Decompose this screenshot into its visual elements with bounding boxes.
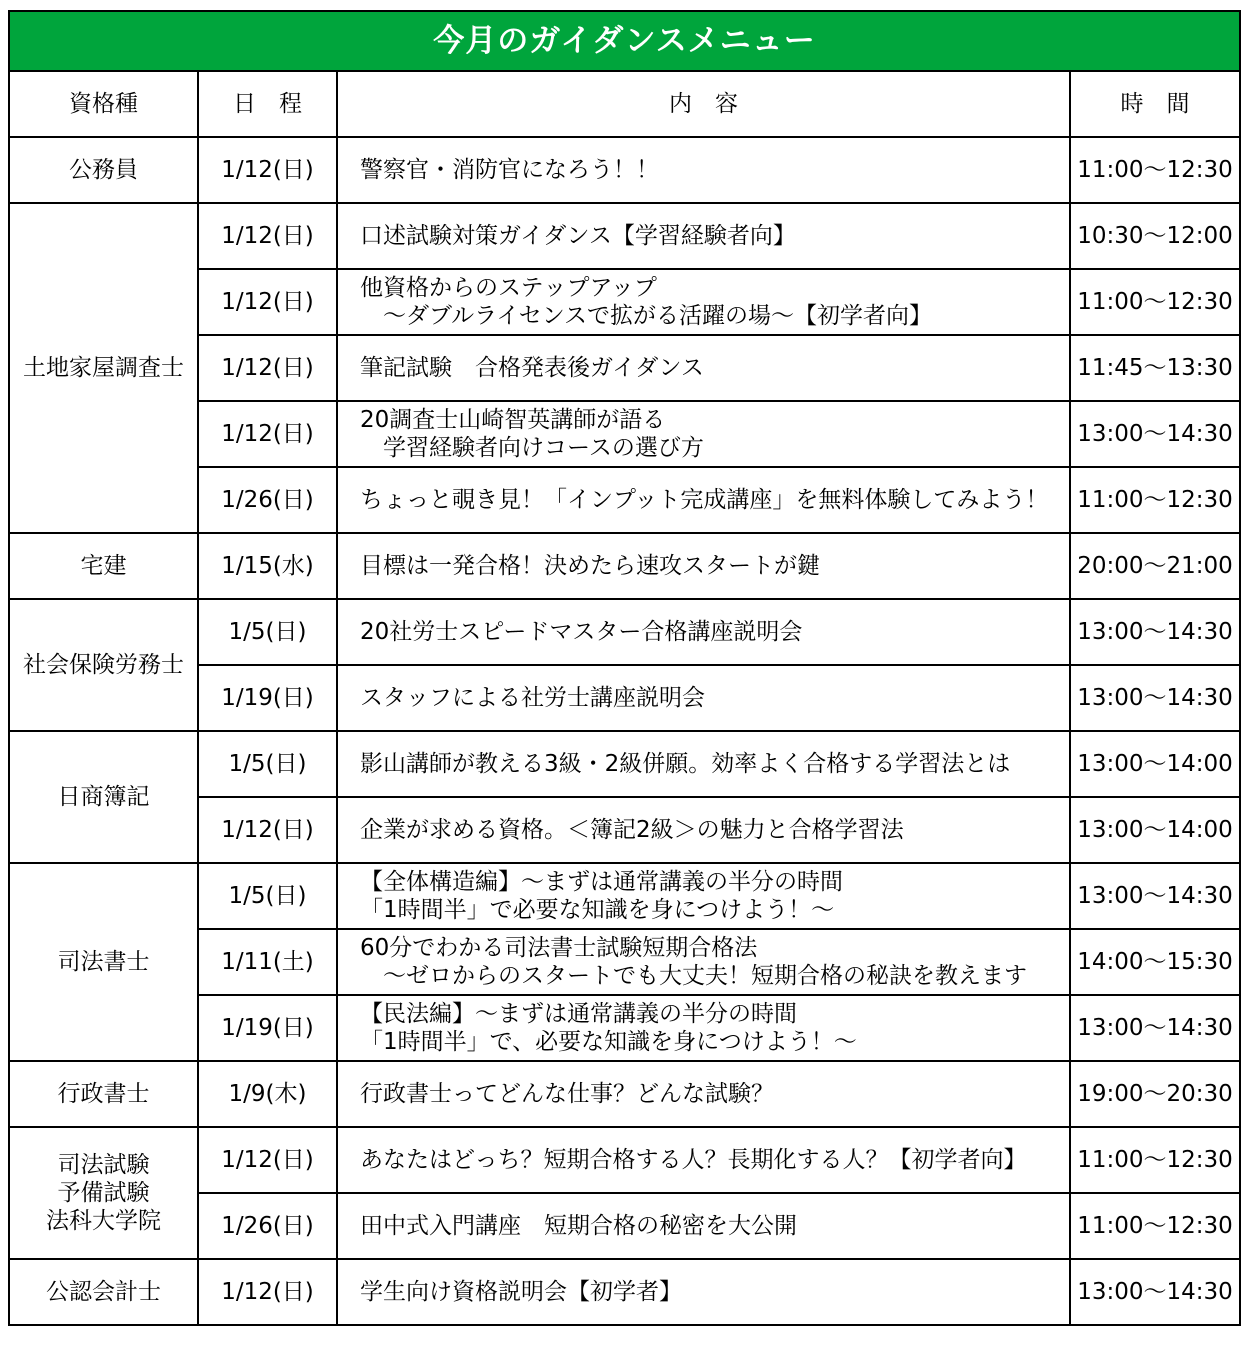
content-cell: 60分でわかる司法書士試験短期合格法 〜ゼロからのスタートでも大丈夫！短期合格の秘訣を教えます bbox=[337, 929, 1070, 995]
time-cell: 11:00〜12:30 bbox=[1070, 1193, 1240, 1259]
content-cell: 筆記試験 合格発表後ガイダンス bbox=[337, 335, 1070, 401]
category-cell bbox=[9, 731, 198, 863]
content-cell: 20調査士山崎智英講師が語る 学習経験者向けコースの選び方 bbox=[337, 401, 1070, 467]
category-cell bbox=[9, 863, 198, 1061]
date-cell: 1/15(水) bbox=[198, 533, 337, 599]
category-cell bbox=[9, 1259, 198, 1325]
date-cell: 1/12(日) bbox=[198, 401, 337, 467]
category-label: 行政書士 bbox=[57, 1081, 150, 1107]
time-cell: 19:00〜20:30 bbox=[1070, 1061, 1240, 1127]
date-cell: 1/12(日) bbox=[198, 269, 337, 335]
time-cell: 13:00〜14:00 bbox=[1070, 731, 1240, 797]
content-cell: 学生向け資格説明会【初学者】 bbox=[337, 1259, 1070, 1325]
date-cell: 1/19(日) bbox=[198, 665, 337, 731]
header-category: 資格種 bbox=[9, 71, 198, 137]
time-cell: 20:00〜21:00 bbox=[1070, 533, 1240, 599]
content-cell: 影山講師が教える3級・2級併願。効率よく合格する学習法とは bbox=[337, 731, 1070, 797]
content-cell: あなたはどっち？短期合格する人？長期化する人？【初学者向】 bbox=[337, 1127, 1070, 1193]
date-cell: 1/12(日) bbox=[198, 335, 337, 401]
table-title: 今月のガイダンスメニュー bbox=[9, 11, 1240, 71]
time-cell: 13:00〜14:00 bbox=[1070, 797, 1240, 863]
content-cell: 警察官・消防官になろう！！ bbox=[337, 137, 1070, 203]
category-label: 司法書士 bbox=[57, 949, 150, 975]
table-row bbox=[9, 1127, 1240, 1193]
date-cell: 1/5(日) bbox=[198, 863, 337, 929]
table-row bbox=[9, 863, 1240, 929]
category-label: 公務員 bbox=[69, 157, 138, 183]
time-cell: 13:00〜14:30 bbox=[1070, 401, 1240, 467]
time-cell: 11:45〜13:30 bbox=[1070, 335, 1240, 401]
category-label: 宅建 bbox=[80, 553, 127, 579]
time-cell: 13:00〜14:30 bbox=[1070, 863, 1240, 929]
date-cell: 1/5(日) bbox=[198, 599, 337, 665]
date-cell: 1/12(日) bbox=[198, 203, 337, 269]
time-cell: 13:00〜14:30 bbox=[1070, 995, 1240, 1061]
time-cell: 10:30〜12:00 bbox=[1070, 203, 1240, 269]
time-cell: 11:00〜12:30 bbox=[1070, 1127, 1240, 1193]
content-cell: 口述試験対策ガイダンス【学習経験者向】 bbox=[337, 203, 1070, 269]
date-cell: 1/5(日) bbox=[198, 731, 337, 797]
title-row bbox=[9, 11, 1240, 71]
content-cell: 【全体構造編】〜まずは通常講義の半分の時間 「1時間半」で必要な知識を身につけよう！〜 bbox=[337, 863, 1070, 929]
date-cell: 1/12(日) bbox=[198, 1127, 337, 1193]
category-cell bbox=[9, 1127, 198, 1259]
date-cell: 1/12(日) bbox=[198, 137, 337, 203]
content-cell: 20社労士スピードマスター合格講座説明会 bbox=[337, 599, 1070, 665]
category-label: 司法試験 予備試験 法科大学院 bbox=[46, 1152, 161, 1234]
header-content: 内 容 bbox=[337, 71, 1070, 137]
time-cell: 11:00〜12:30 bbox=[1070, 269, 1240, 335]
table-row bbox=[9, 203, 1240, 269]
table-row bbox=[9, 1259, 1240, 1325]
header-time: 時 間 bbox=[1070, 71, 1240, 137]
guidance-menu-table bbox=[8, 10, 1241, 1326]
content-cell: 他資格からのステップアップ 〜ダブルライセンスで拡がる活躍の場〜【初学者向】 bbox=[337, 269, 1070, 335]
content-cell: 目標は一発合格！決めたら速攻スタートが鍵 bbox=[337, 533, 1070, 599]
content-cell: 【民法編】〜まずは通常講義の半分の時間 「1時間半」で、必要な知識を身につけよう！〜 bbox=[337, 995, 1070, 1061]
time-cell: 14:00〜15:30 bbox=[1070, 929, 1240, 995]
time-cell: 11:00〜12:30 bbox=[1070, 467, 1240, 533]
category-label: 土地家屋調査士 bbox=[23, 355, 184, 381]
category-cell bbox=[9, 137, 198, 203]
header-row bbox=[9, 71, 1240, 137]
table-row bbox=[9, 137, 1240, 203]
category-label: 社会保険労務士 bbox=[23, 652, 184, 678]
date-cell: 1/26(日) bbox=[198, 467, 337, 533]
time-cell: 13:00〜14:30 bbox=[1070, 1259, 1240, 1325]
time-cell: 11:00〜12:30 bbox=[1070, 137, 1240, 203]
content-cell: ちょっと覗き見！「インプット完成講座」を無料体験してみよう！ bbox=[337, 467, 1070, 533]
content-cell: 田中式入門講座 短期合格の秘密を大公開 bbox=[337, 1193, 1070, 1259]
category-label: 公認会計士 bbox=[46, 1279, 161, 1305]
header-date: 日 程 bbox=[198, 71, 337, 137]
date-cell: 1/12(日) bbox=[198, 797, 337, 863]
time-cell: 13:00〜14:30 bbox=[1070, 599, 1240, 665]
category-cell bbox=[9, 533, 198, 599]
category-cell bbox=[9, 599, 198, 731]
table-row bbox=[9, 533, 1240, 599]
date-cell: 1/12(日) bbox=[198, 1259, 337, 1325]
date-cell: 1/11(土) bbox=[198, 929, 337, 995]
category-label: 日商簿記 bbox=[57, 784, 150, 810]
table-row bbox=[9, 599, 1240, 665]
category-cell bbox=[9, 203, 198, 533]
date-cell: 1/26(日) bbox=[198, 1193, 337, 1259]
table-row bbox=[9, 731, 1240, 797]
table-row bbox=[9, 1061, 1240, 1127]
table-body bbox=[9, 137, 1240, 1325]
date-cell: 1/9(木) bbox=[198, 1061, 337, 1127]
content-cell: 行政書士ってどんな仕事？どんな試験？ bbox=[337, 1061, 1070, 1127]
category-cell bbox=[9, 1061, 198, 1127]
time-cell: 13:00〜14:30 bbox=[1070, 665, 1240, 731]
date-cell: 1/19(日) bbox=[198, 995, 337, 1061]
content-cell: スタッフによる社労士講座説明会 bbox=[337, 665, 1070, 731]
content-cell: 企業が求める資格。＜簿記2級＞の魅力と合格学習法 bbox=[337, 797, 1070, 863]
